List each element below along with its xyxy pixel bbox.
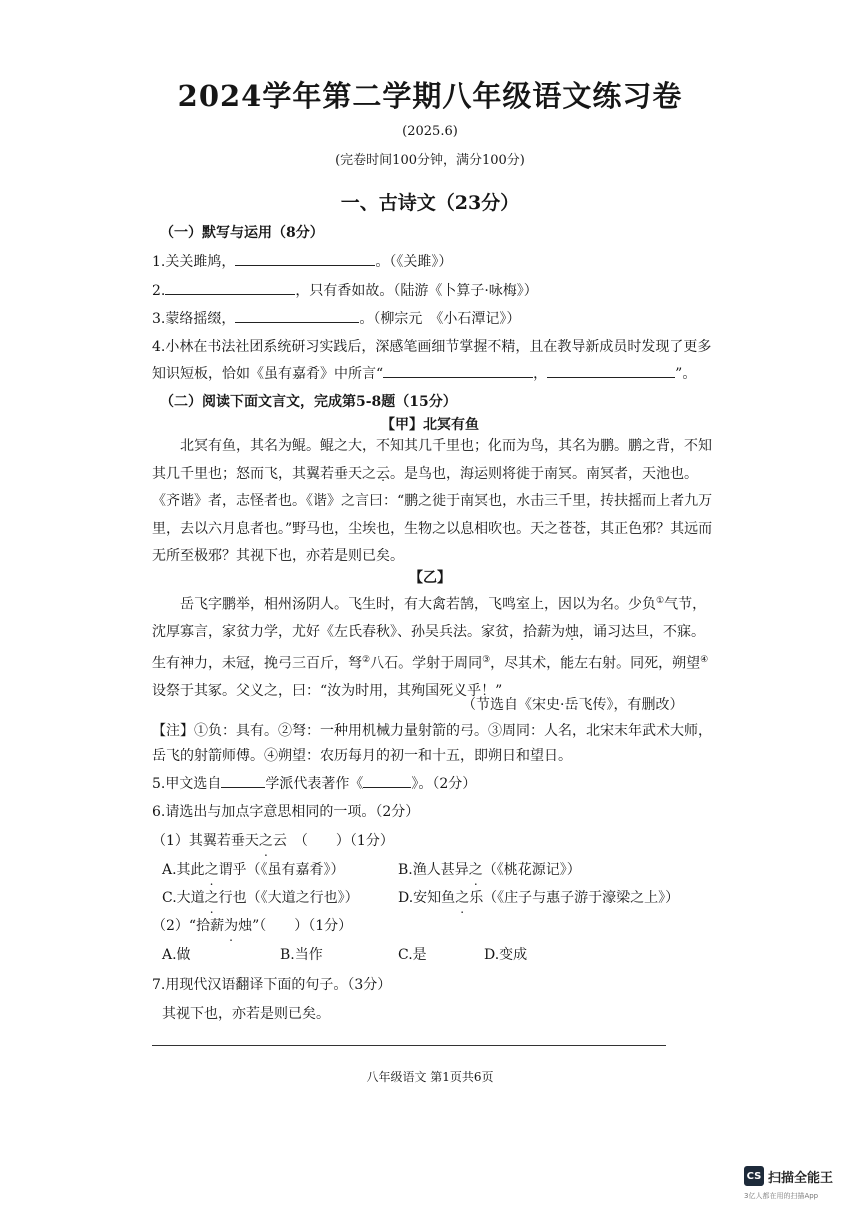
q4-prefix: 知识短板，恰如《虽有嘉肴》中所言“ (152, 366, 384, 382)
section-heading: 一、古诗文（23分） (340, 192, 520, 214)
q6-2-option-b[interactable]: B.当作 (280, 947, 323, 963)
option-b-text-1: B.渔人甚异 (398, 862, 469, 878)
q6-s2-text-1: （2）“拾薪 (152, 918, 225, 934)
page-footer: 八年级语文 第1页共6页 (366, 1070, 494, 1084)
q5-blank-1[interactable] (221, 773, 265, 788)
note-ref-3: ③ (482, 654, 491, 665)
q6-option-c[interactable] (162, 887, 359, 907)
passage-b-text-2: 气节，沈厚寡言，家贫力学，尤好《左氏春秋》、孙吴兵法。家贫，拾薪 (152, 596, 707, 641)
question-5 (152, 773, 476, 793)
q2-suffix: ，只有香如故。（陆游《卜算子·咏梅》） (295, 283, 538, 299)
option-a-text-1: A.其此 (162, 862, 205, 878)
passage-b-title: 【乙】 (409, 570, 451, 586)
exam-date: (2025.6) (402, 124, 458, 139)
exam-title: 2024学年第二学期八年级语文练习卷 (177, 79, 683, 113)
q5-text-1: 5.甲文选自 (152, 776, 222, 792)
exam-info: (完卷时间100分钟，满分100分) (335, 153, 525, 168)
question-7-stem: 7.用现代汉语翻译下面的句子。（3分） (152, 977, 392, 993)
q6-s1-text-1: （1）其翼若垂天 (152, 833, 259, 849)
q5-text-3: 》。（2分） (411, 776, 477, 792)
question-7-sentence: 其视下也，亦若是则已矣。 (162, 1006, 330, 1022)
q6-2-option-c[interactable]: C.是 (398, 947, 427, 963)
passage-a-text (152, 433, 718, 571)
passage-b-source: （节选自《宋史·岳飞传》，有删改） (462, 697, 684, 713)
q1-prefix: 1.关关雎鸠， (152, 254, 236, 270)
q1-answer-blank[interactable] (235, 251, 375, 266)
question-4-line2 (152, 363, 696, 383)
option-b-dotted-char: 之 (468, 862, 483, 878)
q4-suffix: ”。 (675, 366, 697, 382)
q6-s1-dotted-char: 之 (258, 833, 273, 849)
notes-line-2: 岳飞的射箭师傅。④朔望：农历每月的初一和十五，即朔日和望日。 (152, 748, 572, 764)
option-d-text-1: D.安知鱼 (398, 890, 456, 906)
q5-text-2: 学派代表著作《 (265, 776, 364, 792)
q6-option-a[interactable] (162, 859, 345, 879)
question-6-stem: 6.请选出与加点字意思相同的一项。（2分） (152, 804, 420, 820)
passage-a-title: 【甲】北冥有鱼 (381, 417, 479, 433)
passage-a-text-1: 北冥有鱼，其名为鲲。鲲之大，不知其几千里也；化而为鸟，其名为鹏。鹏之背，不知其几千里也；怒而飞，其翼若垂天 (152, 438, 712, 482)
q3-suffix: 。（柳宗元 《小石潭记》） (359, 311, 521, 327)
option-d-text-2: 乐（《庄子与惠子游于濠梁之上》） (469, 890, 680, 906)
answer-line[interactable] (152, 1045, 666, 1046)
q6-option-b[interactable] (398, 859, 581, 879)
q2-prefix: 2. (152, 283, 166, 299)
scanner-tagline: 3亿人都在用的扫描App (744, 1192, 819, 1200)
passage-b-text-3: 烛，诵习达旦，不寐。生有神力，未冠，挽弓三百斤，弩 (152, 624, 705, 672)
q6-s2-text-2: 烛”（ ）（1分） (238, 918, 353, 934)
question-4-line1: 4.小林在书法社团系统研习实践后，深感笔画细节掌握不精，且在教导新成员时发现了更多 (152, 339, 712, 355)
part1-heading: （一）默写与运用（8分） (160, 225, 324, 241)
passage-b-text-6: 设祭于其冢。父义之，曰：“汝为时用，其殉国死义乎！” (152, 682, 503, 699)
option-a-dotted-char: 之 (204, 862, 219, 878)
q4-answer-blank-1[interactable] (383, 363, 533, 378)
q3-prefix: 3.蒙络摇缀， (152, 311, 236, 327)
q6-2-option-d[interactable]: D.变成 (484, 947, 528, 963)
passage-b-dotted-char: 为 (551, 624, 565, 641)
option-d-dotted-char: 之 (455, 890, 470, 906)
q4-mid: ， (533, 366, 548, 382)
question-2 (152, 280, 538, 300)
note-ref-2: ② (362, 654, 371, 665)
passage-a-text-2: 云。是鸟也，海运则将徙于南冥。南冥者，天池也。《齐谐》者，志怪者也。《谐》之言曰：“鹏之徙于南冥也，水击三千里，抟扶摇而上者九万里，去以六月息者也。”野马也，尘埃也，生物之以息相吹也。天之苍苍，其正色邪？其远而无所至极邪？其视下也，亦若是则已矣。 (152, 465, 713, 564)
option-c-dotted-char: 之 (204, 890, 219, 906)
option-c-text-1: C.大道 (162, 890, 205, 906)
part2-heading: （二）阅读下面文言文，完成第5-8题（15分） (160, 394, 457, 410)
passage-b-text-4: 八石。学射于周同 (370, 655, 483, 672)
scanner-app-name: 扫描全能王 (768, 1170, 834, 1186)
q2-answer-blank[interactable] (165, 280, 295, 295)
note-ref-4: ④ (700, 654, 709, 665)
scanner-logo-icon: CS (744, 1166, 764, 1186)
option-a-text-2: 谓乎（《虽有嘉肴》） (218, 862, 345, 878)
q6-2-option-a[interactable]: A.做 (162, 947, 191, 963)
q6-option-d[interactable] (398, 887, 679, 907)
option-b-text-2: （《桃花源记》） (482, 862, 581, 878)
q4-answer-blank-2[interactable] (547, 363, 675, 378)
q6-s2-dotted-char: 为 (224, 918, 239, 934)
q3-answer-blank[interactable] (235, 308, 359, 323)
notes-line-1: 【注】①负：具有。②弩：一种用机械力量射箭的弓。③周同：人名，北宋末年武术大师， (152, 723, 712, 739)
passage-b-text-1: 岳飞字鹏举，相州汤阴人。飞生时，有大禽若鹄，飞鸣室上，因以为名。少负 (180, 596, 656, 613)
scanner-watermark (744, 1166, 833, 1186)
note-ref-1: ① (656, 596, 665, 606)
q6-sub-1 (152, 830, 394, 850)
q6-s1-text-2: 云 （ ）（1分） (272, 833, 394, 849)
q6-sub-2 (152, 915, 352, 935)
question-3 (152, 308, 520, 328)
passage-b-text (152, 588, 718, 705)
passage-b-text-5: ，尽其术，能左右射。同死，朔望 (490, 655, 701, 672)
q5-blank-2[interactable] (363, 773, 411, 788)
question-1 (152, 251, 452, 271)
passage-a-dotted-char: 之 (362, 465, 376, 482)
q1-suffix: 。（《关雎》） (375, 254, 453, 270)
option-c-text-2: 行也（《大道之行也》） (218, 890, 359, 906)
